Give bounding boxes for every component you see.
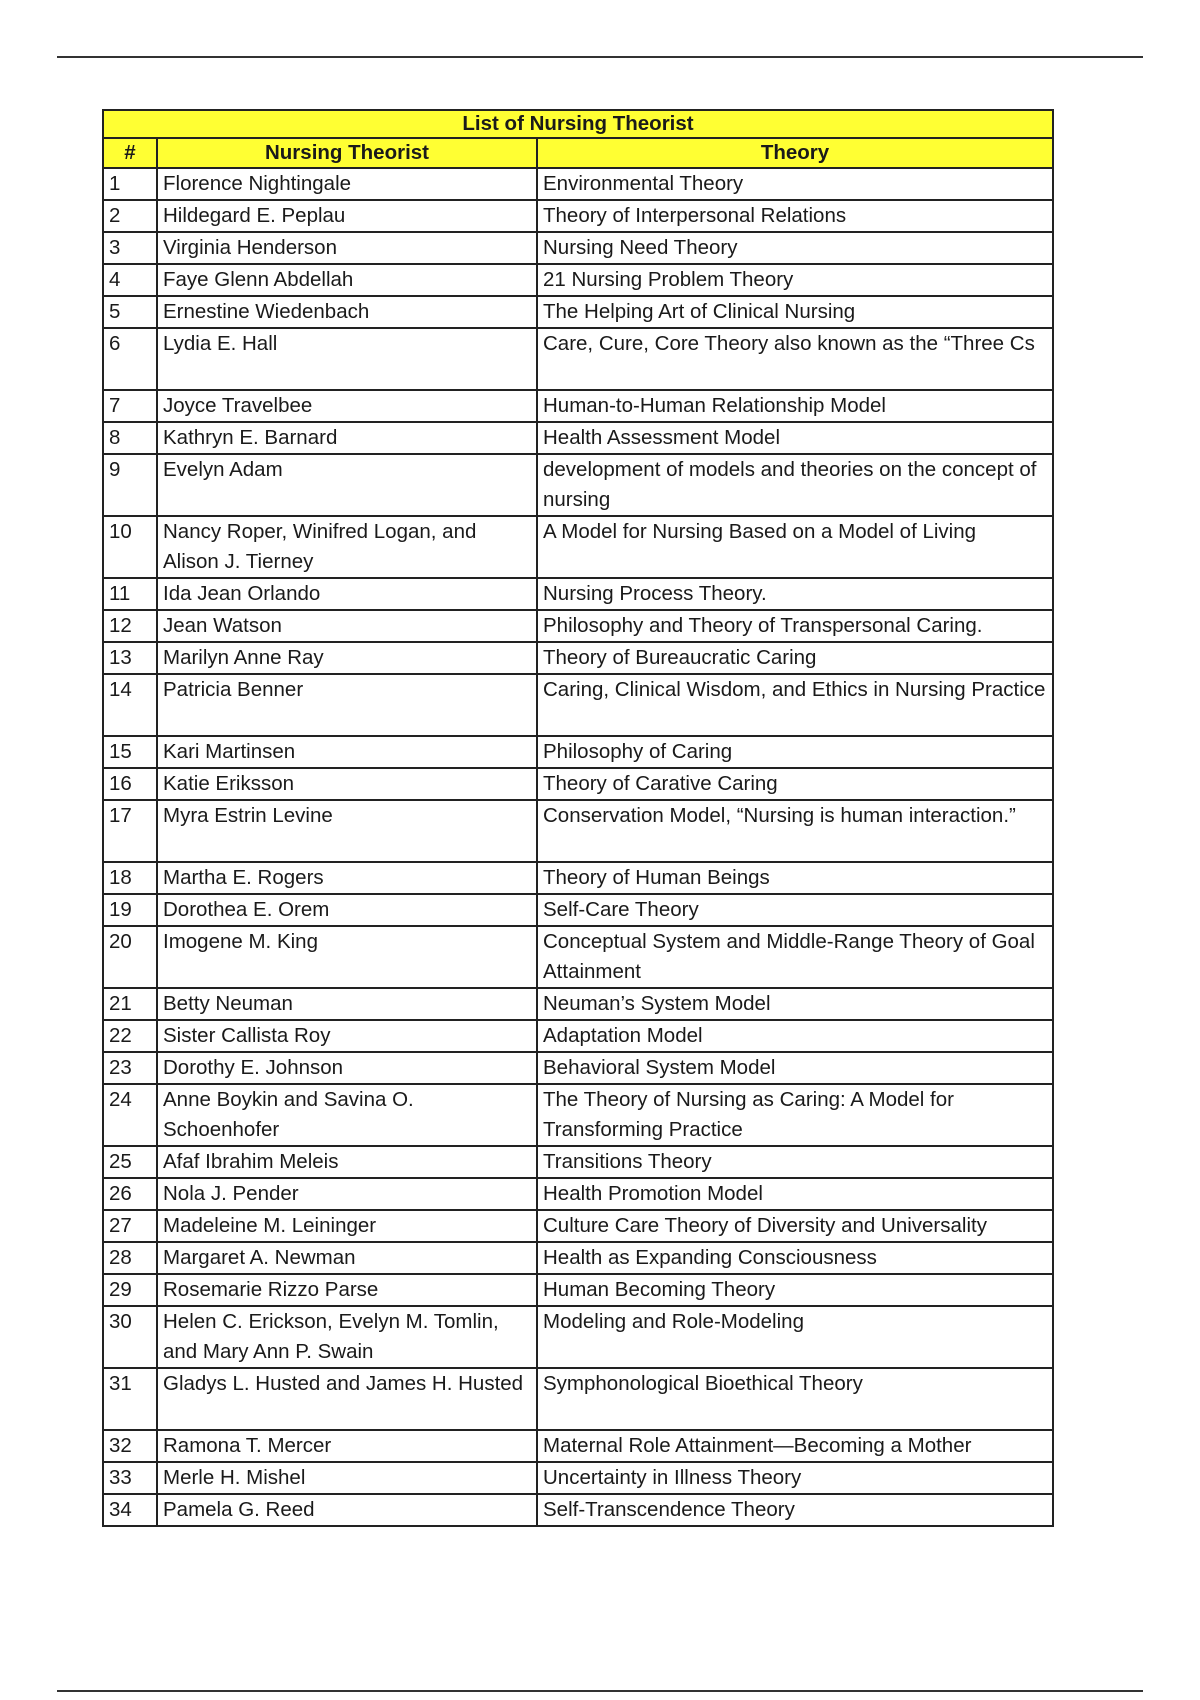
theory-name: 21 Nursing Problem Theory <box>537 264 1053 296</box>
row-number: 8 <box>103 422 157 454</box>
theorist-name: Betty Neuman <box>157 988 537 1020</box>
theory-name: Nursing Need Theory <box>537 232 1053 264</box>
theorist-name: Virginia Henderson <box>157 232 537 264</box>
theory-name: Culture Care Theory of Diversity and Universality <box>537 1210 1053 1242</box>
theorist-name: Patricia Benner <box>157 674 537 736</box>
theorist-name: Afaf Ibrahim Meleis <box>157 1146 537 1178</box>
row-number: 34 <box>103 1494 157 1526</box>
table-row <box>103 1430 1053 1462</box>
row-number: 16 <box>103 768 157 800</box>
row-number: 7 <box>103 390 157 422</box>
row-number: 2 <box>103 200 157 232</box>
table-row <box>103 988 1053 1020</box>
row-number: 22 <box>103 1020 157 1052</box>
theory-name: Theory of Bureaucratic Caring <box>537 642 1053 674</box>
theory-name: Care, Cure, Core Theory also known as the “Three Cs <box>537 328 1053 390</box>
theorist-name: Margaret A. Newman <box>157 1242 537 1274</box>
theorist-name: Ernestine Wiedenbach <box>157 296 537 328</box>
table-row <box>103 264 1053 296</box>
table-row <box>103 1494 1053 1526</box>
theorist-name: Anne Boykin and Savina O. Schoenhofer <box>157 1084 537 1146</box>
theory-name: Philosophy of Caring <box>537 736 1053 768</box>
theorist-name: Ida Jean Orlando <box>157 578 537 610</box>
row-number: 30 <box>103 1306 157 1368</box>
theory-name: Environmental Theory <box>537 168 1053 200</box>
theory-name: Self-Transcendence Theory <box>537 1494 1053 1526</box>
table-row <box>103 862 1053 894</box>
column-header-theory: Theory <box>537 138 1053 168</box>
theorist-name: Pamela G. Reed <box>157 1494 537 1526</box>
table-row <box>103 610 1053 642</box>
table-row <box>103 1242 1053 1274</box>
theory-name: Theory of Interpersonal Relations <box>537 200 1053 232</box>
theory-name: Modeling and Role-Modeling <box>537 1306 1053 1368</box>
table-row <box>103 1020 1053 1052</box>
table-row <box>103 1274 1053 1306</box>
table-row <box>103 926 1053 988</box>
table-row <box>103 1052 1053 1084</box>
table-row <box>103 1368 1053 1430</box>
theory-name: development of models and theories on the concept of nursing <box>537 454 1053 516</box>
table-row <box>103 168 1053 200</box>
theorist-name: Gladys L. Husted and James H. Husted <box>157 1368 537 1430</box>
table-row <box>103 736 1053 768</box>
theory-name: Maternal Role Attainment—Becoming a Mother <box>537 1430 1053 1462</box>
row-number: 31 <box>103 1368 157 1430</box>
table-row <box>103 390 1053 422</box>
row-number: 21 <box>103 988 157 1020</box>
theory-name: Conservation Model, “Nursing is human interaction.” <box>537 800 1053 862</box>
theorist-name: Helen C. Erickson, Evelyn M. Tomlin, and Mary Ann P. Swain <box>157 1306 537 1368</box>
theory-name: Human Becoming Theory <box>537 1274 1053 1306</box>
table-title: List of Nursing Theorist <box>103 110 1053 138</box>
theory-name: Health Assessment Model <box>537 422 1053 454</box>
table-row <box>103 1084 1053 1146</box>
theorist-name: Myra Estrin Levine <box>157 800 537 862</box>
table-row <box>103 1178 1053 1210</box>
theorist-name: Jean Watson <box>157 610 537 642</box>
theorist-name: Kari Martinsen <box>157 736 537 768</box>
bottom-divider <box>57 1690 1143 1692</box>
row-number: 32 <box>103 1430 157 1462</box>
theory-name: Theory of Human Beings <box>537 862 1053 894</box>
theory-name: Behavioral System Model <box>537 1052 1053 1084</box>
theorist-name: Faye Glenn Abdellah <box>157 264 537 296</box>
theorist-name: Martha E. Rogers <box>157 862 537 894</box>
column-header-number: # <box>103 138 157 168</box>
table-row <box>103 1306 1053 1368</box>
row-number: 28 <box>103 1242 157 1274</box>
column-header-theorist: Nursing Theorist <box>157 138 537 168</box>
row-number: 17 <box>103 800 157 862</box>
table-row <box>103 200 1053 232</box>
table-row <box>103 768 1053 800</box>
row-number: 25 <box>103 1146 157 1178</box>
theorist-name: Rosemarie Rizzo Parse <box>157 1274 537 1306</box>
table-row <box>103 328 1053 390</box>
theory-name: Health as Expanding Consciousness <box>537 1242 1053 1274</box>
table-row <box>103 232 1053 264</box>
row-number: 15 <box>103 736 157 768</box>
theory-name: Self-Care Theory <box>537 894 1053 926</box>
theory-name: Theory of Carative Caring <box>537 768 1053 800</box>
theorist-name: Florence Nightingale <box>157 168 537 200</box>
row-number: 27 <box>103 1210 157 1242</box>
theorist-name: Sister Callista Roy <box>157 1020 537 1052</box>
theory-name: Health Promotion Model <box>537 1178 1053 1210</box>
theorist-name: Nancy Roper, Winifred Logan, and Alison J. Tierney <box>157 516 537 578</box>
row-number: 4 <box>103 264 157 296</box>
theorist-name: Katie Eriksson <box>157 768 537 800</box>
theory-name: The Helping Art of Clinical Nursing <box>537 296 1053 328</box>
table-row <box>103 422 1053 454</box>
table-row <box>103 800 1053 862</box>
theorist-name: Marilyn Anne Ray <box>157 642 537 674</box>
row-number: 29 <box>103 1274 157 1306</box>
theorist-name: Evelyn Adam <box>157 454 537 516</box>
theory-name: Philosophy and Theory of Transpersonal Caring. <box>537 610 1053 642</box>
row-number: 5 <box>103 296 157 328</box>
theory-name: Nursing Process Theory. <box>537 578 1053 610</box>
theory-name: The Theory of Nursing as Caring: A Model for Transforming Practice <box>537 1084 1053 1146</box>
row-number: 12 <box>103 610 157 642</box>
theory-name: Transitions Theory <box>537 1146 1053 1178</box>
row-number: 26 <box>103 1178 157 1210</box>
row-number: 19 <box>103 894 157 926</box>
row-number: 20 <box>103 926 157 988</box>
top-divider <box>57 56 1143 58</box>
theory-name: Human-to-Human Relationship Model <box>537 390 1053 422</box>
table-title-row <box>103 110 1053 138</box>
row-number: 10 <box>103 516 157 578</box>
row-number: 9 <box>103 454 157 516</box>
theory-name: Symphonological Bioethical Theory <box>537 1368 1053 1430</box>
theorist-name: Merle H. Mishel <box>157 1462 537 1494</box>
theory-name: Neuman’s System Model <box>537 988 1053 1020</box>
row-number: 18 <box>103 862 157 894</box>
table-row <box>103 296 1053 328</box>
theorist-name: Dorothea E. Orem <box>157 894 537 926</box>
table-row <box>103 1462 1053 1494</box>
table-row <box>103 516 1053 578</box>
theorist-name: Madeleine M. Leininger <box>157 1210 537 1242</box>
row-number: 14 <box>103 674 157 736</box>
theorist-name: Imogene M. King <box>157 926 537 988</box>
table-row <box>103 674 1053 736</box>
theorist-name: Hildegard E. Peplau <box>157 200 537 232</box>
theorist-name: Kathryn E. Barnard <box>157 422 537 454</box>
row-number: 13 <box>103 642 157 674</box>
theory-name: Uncertainty in Illness Theory <box>537 1462 1053 1494</box>
table-row <box>103 1210 1053 1242</box>
table-row <box>103 1146 1053 1178</box>
theory-name: Conceptual System and Middle-Range Theory of Goal Attainment <box>537 926 1053 988</box>
theory-name: Caring, Clinical Wisdom, and Ethics in Nursing Practice <box>537 674 1053 736</box>
table-header-row <box>103 138 1053 168</box>
theory-name: A Model for Nursing Based on a Model of Living <box>537 516 1053 578</box>
theory-name: Adaptation Model <box>537 1020 1053 1052</box>
row-number: 23 <box>103 1052 157 1084</box>
table-body <box>103 168 1053 1526</box>
theorist-name: Lydia E. Hall <box>157 328 537 390</box>
row-number: 3 <box>103 232 157 264</box>
row-number: 33 <box>103 1462 157 1494</box>
theorist-name: Dorothy E. Johnson <box>157 1052 537 1084</box>
row-number: 1 <box>103 168 157 200</box>
theorist-name: Nola J. Pender <box>157 1178 537 1210</box>
theorist-name: Joyce Travelbee <box>157 390 537 422</box>
table-row <box>103 454 1053 516</box>
table-row <box>103 578 1053 610</box>
row-number: 11 <box>103 578 157 610</box>
row-number: 24 <box>103 1084 157 1146</box>
nursing-theorist-table <box>102 109 1054 1527</box>
table-row <box>103 642 1053 674</box>
row-number: 6 <box>103 328 157 390</box>
table-row <box>103 894 1053 926</box>
theorist-name: Ramona T. Mercer <box>157 1430 537 1462</box>
